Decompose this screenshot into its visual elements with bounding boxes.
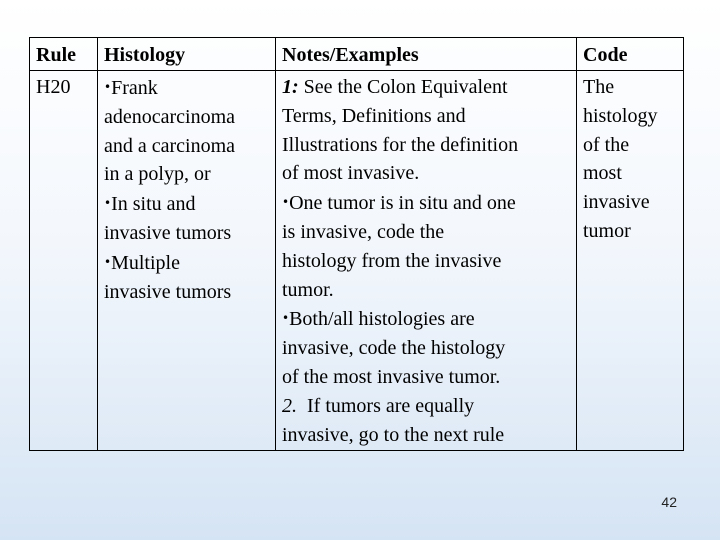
histology-line: invasive tumors <box>104 280 232 303</box>
histology-line: invasive tumors <box>104 221 232 244</box>
code-line: of the <box>583 133 630 156</box>
note-1-label: 1: <box>282 76 299 98</box>
code-line: most <box>583 162 622 185</box>
table-header-row <box>30 38 684 71</box>
notes-line: of the most invasive tumor. <box>282 365 501 388</box>
notes-line: is invasive, code the <box>282 220 445 243</box>
header-code: Code <box>577 38 684 71</box>
notes-cell <box>276 71 577 451</box>
bullet-icon: • <box>104 80 112 94</box>
bullet-icon: • <box>104 196 112 211</box>
notes-line: Illustrations for the definition <box>282 133 519 156</box>
notes-line: Terms, Definitions and <box>282 104 466 127</box>
table-row <box>30 71 684 451</box>
histology-cell <box>98 71 276 451</box>
rule-cell: H20 <box>30 71 98 451</box>
notes-line: •Both/all histologies are <box>282 308 475 331</box>
note-2-label: 2. <box>282 394 297 417</box>
code-line: invasive <box>583 191 650 214</box>
histology-line: •Frank <box>104 77 158 99</box>
bullet-icon: • <box>282 195 290 210</box>
notes-line: 2. If tumors are equally <box>282 394 475 417</box>
notes-line: invasive, go to the next rule <box>282 423 505 446</box>
notes-line: •One tumor is in situ and one <box>282 192 516 215</box>
page-number: 42 <box>661 494 677 510</box>
notes-line: of most invasive. <box>282 162 420 185</box>
histology-line: adenocarcinoma <box>104 105 236 128</box>
notes-line: tumor. <box>282 278 334 301</box>
bullet-icon: • <box>104 254 112 269</box>
notes-line: invasive, code the histology <box>282 337 506 360</box>
rules-table <box>29 37 684 451</box>
notes-line: 1: See the Colon Equivalent <box>282 76 508 98</box>
histology-line: and a carcinoma <box>104 134 236 157</box>
histology-line: in a polyp, or <box>104 163 211 186</box>
header-histology: Histology <box>98 38 276 71</box>
code-line: The <box>583 76 615 98</box>
code-line: tumor <box>583 219 631 242</box>
histology-line: •Multiple <box>104 251 180 274</box>
notes-line: histology from the invasive <box>282 249 502 272</box>
code-line: histology <box>583 104 658 127</box>
header-rule: Rule <box>30 38 98 71</box>
bullet-icon: • <box>282 311 290 326</box>
code-cell <box>577 71 684 451</box>
header-notes: Notes/Examples <box>276 38 577 71</box>
histology-line: •In situ and <box>104 193 196 216</box>
